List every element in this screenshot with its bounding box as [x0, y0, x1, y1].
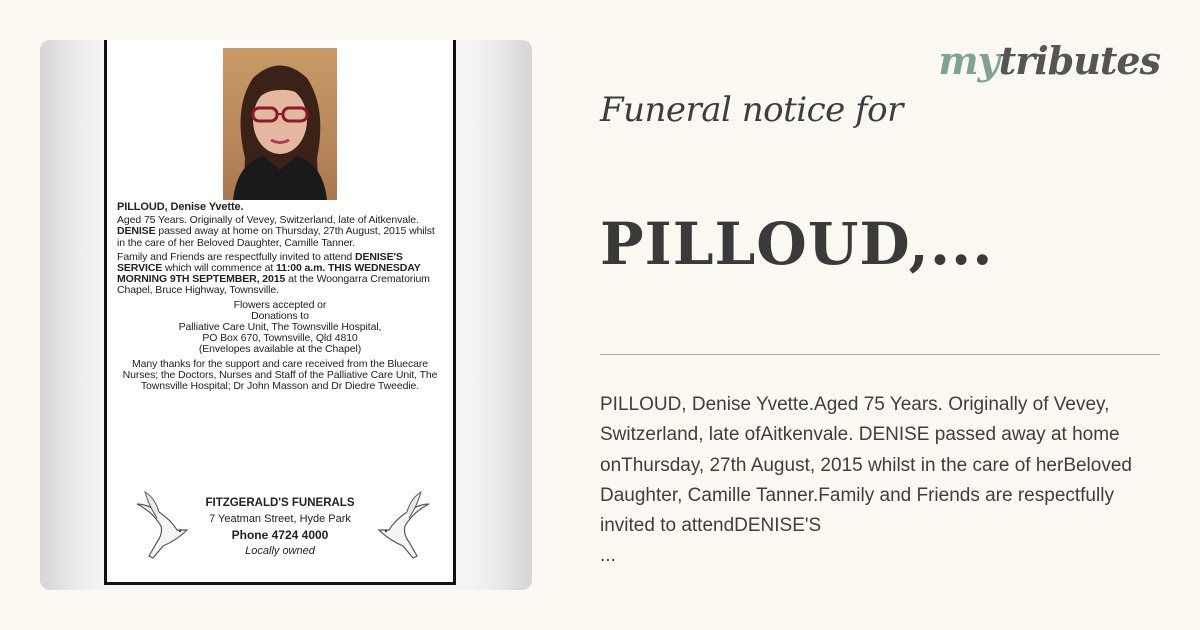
deceased-name: PILLOUD,... [600, 210, 994, 278]
funeral-director-tagline: Locally owned [245, 545, 315, 557]
excerpt-text: PILLOUD, Denise Yvette.Aged 75 Years. Originally of Vevey, Switzerland, late ofAitkenvale. DENISE passed away at home onThursday, 27th August, 2015 whilst in the care of herBeloved Daughter, Camille Tanner.Family and Friends are respectfully invited to attendDENISE'S [600, 394, 1132, 537]
funeral-director-block [107, 495, 453, 559]
funeral-director-phone: Phone 4724 4000 [231, 528, 329, 542]
excerpt-ellipsis: ... [600, 545, 616, 567]
divider [600, 354, 1160, 355]
notice-paragraph-1: Aged 75 Years. Originally of Vevey, Switzerland, late of Aitkenvale. DENISE passed away at home on Thursday, 27th August, 2015 whilst in the care of her Beloved Daughter, Camille Tanner. [117, 214, 435, 249]
portrait-photo [223, 48, 337, 200]
notice-image-panel [40, 40, 532, 590]
notice-paragraph-2: Family and Friends are respectfully invited to attend DENISE'S SERVICE which will commence at 11:00 a.m. THIS WEDNESDAY MORNING 9TH SEPTEMBER, 2015 at the Woongarra Crematorium Chapel, Bruce Highway, Townsville. [117, 250, 430, 297]
funeral-director-address: 7 Yeatman Street, Hyde Park [209, 513, 351, 525]
funeral-director-name: FITZGERALD'S FUNERALS [205, 497, 355, 509]
page-heading: Funeral notice for [600, 90, 903, 130]
notice-text [117, 202, 443, 395]
funeral-notice-card [104, 40, 456, 585]
notice-excerpt [600, 390, 1160, 572]
notice-thanks: Many thanks for the support and care received from the Bluecare Nurses; the Doctors, Nurses and Staff of the Palliative Care Unit, The Townsville Hospital; Dr John Masson and Dr Diedre Tweedie. [122, 357, 438, 393]
notice-flowers: Flowers accepted or Donations to Palliative Care Unit, The Townsville Hospital, PO Box 670, Townsville, Qld 4810 (Envelopes available at the Chapel) [178, 298, 382, 356]
notice-name: PILLOUD, Denise Yvette. [117, 201, 244, 213]
mytributes-logo[interactable]: mytributes [938, 38, 1160, 83]
